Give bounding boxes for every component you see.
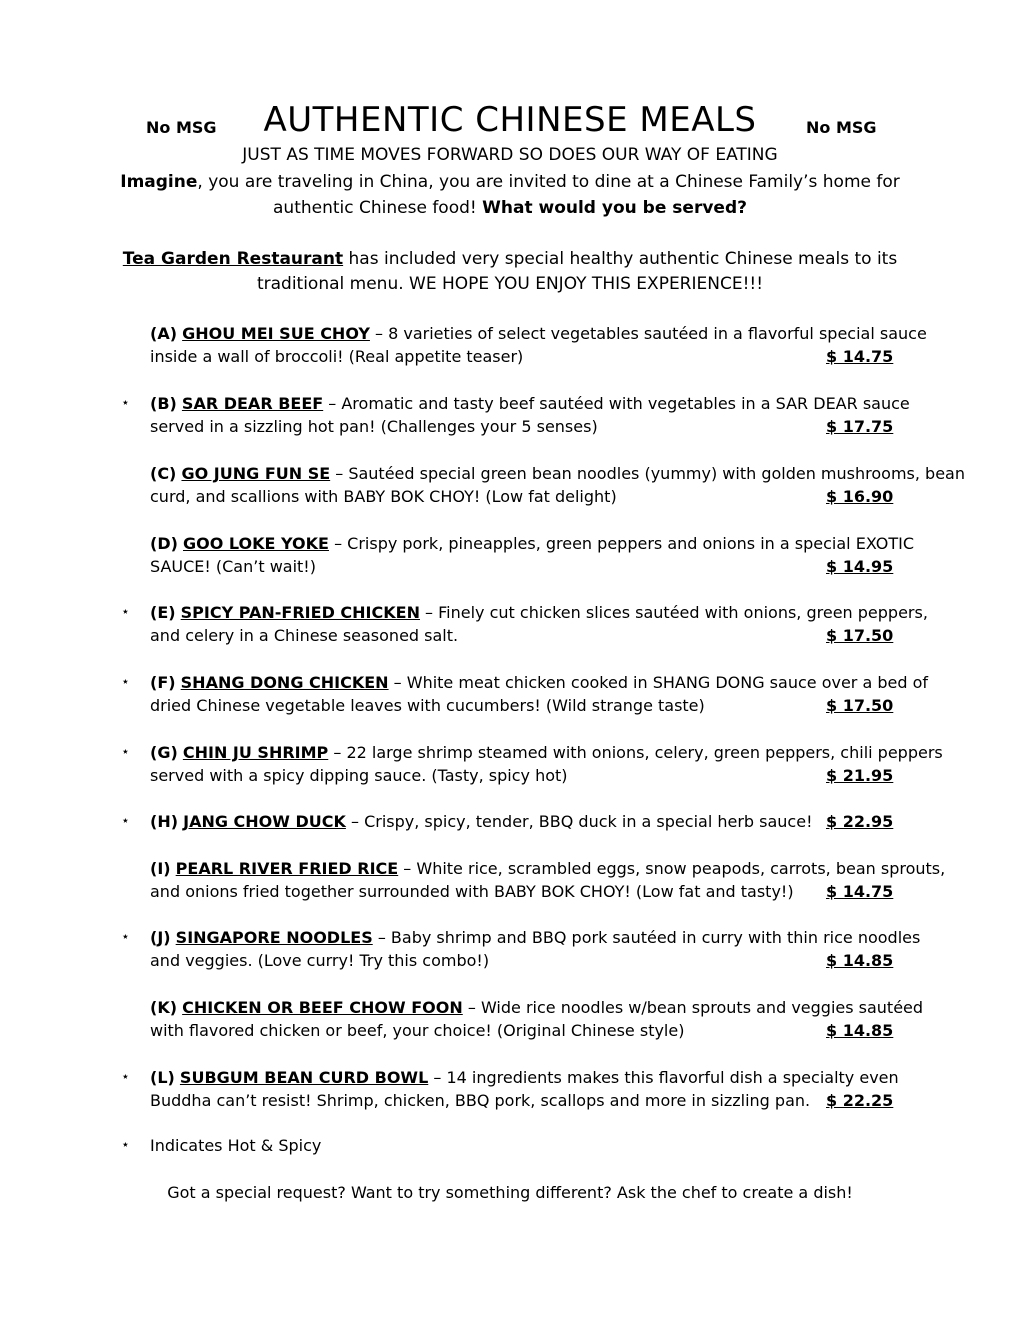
menu-item-description: – Aromatic and tasty beef sautéed with vegetables in a SAR DEAR sauce	[323, 394, 910, 413]
menu-item-line-2	[150, 1019, 925, 1042]
menu-item-name: CHIN JU SHRIMP	[182, 743, 329, 762]
menu-item-price: $ 14.75	[826, 882, 894, 901]
tagline: JUST AS TIME MOVES FORWARD SO DOES OUR WAY OF EATING	[242, 145, 778, 165]
menu-item-line-2	[150, 880, 925, 903]
menu-item-price: $ 17.50	[826, 626, 894, 645]
intro-line-1	[110, 169, 910, 195]
menu-item-description: – Baby shrimp and BBQ pork sautéed in curry with thin rice noodles	[372, 928, 921, 947]
intro-question: What would you be served?	[482, 198, 747, 218]
menu-item-description-cont: served with a spicy dipping sauce. (Tasty, spicy hot)	[150, 766, 568, 785]
menu-item-description: – Crispy pork, pineapples, green peppers and onions in a special EXOTIC	[328, 534, 915, 553]
menu-item-description: – Sautéed special green bean noodles (yummy) with golden mushrooms, bean	[330, 464, 965, 483]
menu-item-line-2	[150, 1089, 925, 1112]
menu-item-name: PEARL RIVER FRIED RICE	[175, 859, 399, 878]
menu-item-description-cont: inside a wall of broccoli! (Real appetite teaser)	[150, 347, 524, 366]
menu-item-price: $ 22.25	[826, 1091, 894, 1110]
legend-star-icon: ⋆	[121, 1137, 130, 1153]
page-title: AUTHENTIC CHINESE MEALS	[263, 100, 757, 140]
menu-item-line-1	[150, 322, 925, 345]
menu-item-line-1	[150, 671, 929, 694]
menu-item	[150, 322, 925, 368]
menu-item-letter: (A)	[150, 324, 178, 343]
intro-line-1-text: , you are traveling in China, you are invited to dine at a Chinese Family’s home for	[197, 172, 900, 192]
menu-item	[150, 601, 928, 647]
restaurant-line-2: traditional menu. WE HOPE YOU ENJOY THIS EXPERIENCE!!!	[256, 274, 764, 294]
menu-item-description-cont: served in a sizzling hot pan! (Challenges your 5 senses)	[150, 417, 598, 436]
hot-spicy-star-icon: ⋆	[121, 604, 130, 620]
menu-item-letter: (E)	[150, 603, 176, 622]
hot-spicy-star-icon: ⋆	[121, 1069, 130, 1085]
menu-item-letter: (K)	[150, 998, 178, 1017]
menu-item	[150, 741, 943, 787]
intro-line-2-text: authentic Chinese food!	[273, 198, 477, 218]
menu-item-description-cont: Buddha can’t resist! Shrimp, chicken, BBQ pork, scallops and more in sizzling pan.	[150, 1091, 811, 1110]
menu-item	[150, 996, 925, 1042]
menu-item	[150, 857, 946, 903]
restaurant-name: Tea Garden Restaurant	[122, 249, 344, 269]
no-msg-left: No MSG	[146, 118, 217, 137]
menu-item-name: GOO LOKE YOKE	[183, 534, 329, 553]
menu-item-description-cont: dried Chinese vegetable leaves with cucumbers! (Wild strange taste)	[150, 696, 705, 715]
menu-item-price: $ 14.85	[826, 1021, 894, 1040]
hot-spicy-star-icon: ⋆	[121, 674, 130, 690]
menu-item	[150, 462, 965, 508]
menu-item-price: $ 14.95	[826, 557, 894, 576]
menu-item-description-cont: and veggies. (Love curry! Try this combo!)	[150, 951, 490, 970]
menu-item-description: – Finely cut chicken slices sautéed with onions, green peppers,	[419, 603, 928, 622]
menu-item-letter: (J)	[150, 928, 171, 947]
hot-spicy-star-icon: ⋆	[121, 929, 130, 945]
menu-item-line-1	[150, 810, 925, 833]
menu-item-letter: (I)	[150, 859, 171, 878]
menu-item-name: SPICY PAN-FRIED CHICKEN	[180, 603, 420, 622]
menu-item-name: SHANG DONG CHICKEN	[180, 673, 389, 692]
menu-item	[150, 1066, 925, 1112]
menu-item-letter: (F)	[150, 673, 176, 692]
menu-item-letter: (H)	[150, 812, 179, 831]
menu-item	[150, 810, 925, 833]
menu-item-line-1	[150, 601, 928, 624]
menu-item-description: – 14 ingredients makes this flavorful dish a specialty even	[428, 1068, 899, 1087]
menu-item-price: $ 17.50	[826, 696, 894, 715]
menu-item-description-cont: curd, and scallions with BABY BOK CHOY! (Low fat delight)	[150, 487, 617, 506]
menu-item-price: $ 14.75	[826, 347, 894, 366]
restaurant-line-1	[110, 246, 910, 272]
menu-item-name: SINGAPORE NOODLES	[175, 928, 373, 947]
menu-item	[150, 392, 925, 438]
menu-item-letter: (L)	[150, 1068, 175, 1087]
menu-item-description: – 22 large shrimp steamed with onions, celery, green peppers, chili peppers	[328, 743, 943, 762]
menu-item-line-1	[150, 392, 925, 415]
menu-item-name: JANG CHOW DUCK	[183, 812, 346, 831]
menu-item-line-1	[150, 857, 946, 880]
menu-item-name: CHICKEN OR BEEF CHOW FOON	[182, 998, 463, 1017]
restaurant-line-1-text: has included very special healthy authentic Chinese meals to its	[343, 249, 898, 269]
menu-item-price: $ 21.95	[826, 766, 894, 785]
legend-text: Indicates Hot & Spicy	[150, 1136, 322, 1155]
imagine-word: Imagine	[120, 172, 198, 192]
menu-item-description-cont: SAUCE! (Can’t wait!)	[150, 557, 316, 576]
menu-item-description-cont: with flavored chicken or beef, your choice! (Original Chinese style)	[150, 1021, 685, 1040]
intro-line-2	[110, 195, 910, 221]
menu-item-line-1	[150, 741, 943, 764]
hot-spicy-star-icon: ⋆	[121, 395, 130, 411]
menu-item-price: $ 16.90	[826, 487, 894, 506]
menu-item-description: – White rice, scrambled eggs, snow peapods, carrots, bean sprouts,	[398, 859, 946, 878]
menu-item	[150, 532, 925, 578]
menu-item-description-cont: and onions fried together surrounded with BABY BOK CHOY! (Low fat and tasty!)	[150, 882, 794, 901]
menu-item-description: – White meat chicken cooked in SHANG DONG sauce over a bed of	[388, 673, 929, 692]
menu-item-description: – Wide rice noodles w/bean sprouts and veggies sautéed	[462, 998, 924, 1017]
menu-item-letter: (B)	[150, 394, 177, 413]
menu-header	[0, 98, 1020, 146]
menu-item	[150, 926, 925, 972]
menu-item-line-2	[150, 345, 925, 368]
hot-spicy-star-icon: ⋆	[121, 744, 130, 760]
menu-item-name: SUBGUM BEAN CURD BOWL	[179, 1068, 429, 1087]
menu-item-letter: (D)	[150, 534, 178, 553]
menu-item-description: – 8 varieties of select vegetables sautéed in a flavorful special sauce	[369, 324, 927, 343]
menu-item-line-1	[150, 532, 925, 555]
footer-note: Got a special request? Want to try something different? Ask the chef to create a dish!	[167, 1183, 853, 1202]
menu-item	[150, 671, 929, 717]
menu-item-price: $ 17.75	[826, 417, 894, 436]
no-msg-right: No MSG	[806, 118, 877, 137]
menu-item-line-1	[150, 926, 925, 949]
menu-item-line-2	[150, 624, 925, 647]
menu-item-name: GO JUNG FUN SE	[181, 464, 331, 483]
menu-item-line-2	[150, 555, 925, 578]
menu-item-description-cont: and celery in a Chinese seasoned salt.	[150, 626, 459, 645]
menu-item-line-1	[150, 996, 925, 1019]
menu-item-description: – Crispy, spicy, tender, BBQ duck in a special herb sauce!	[345, 812, 813, 831]
menu-item-line-2	[150, 949, 925, 972]
menu-item-price: $ 14.85	[826, 951, 894, 970]
menu-item-line-2	[150, 415, 925, 438]
menu-item-letter: (C)	[150, 464, 177, 483]
menu-item-letter: (G)	[150, 743, 178, 762]
menu-item-price: $ 22.95	[826, 812, 894, 831]
hot-spicy-star-icon: ⋆	[121, 813, 130, 829]
menu-item-line-1	[150, 1066, 925, 1089]
menu-item-line-2	[150, 764, 925, 787]
menu-item-line-2	[150, 485, 925, 508]
menu-item-name: GHOU MEI SUE CHOY	[182, 324, 370, 343]
menu-item-name: SAR DEAR BEEF	[181, 394, 324, 413]
menu-item-line-2	[150, 694, 925, 717]
menu-item-line-1	[150, 462, 965, 485]
